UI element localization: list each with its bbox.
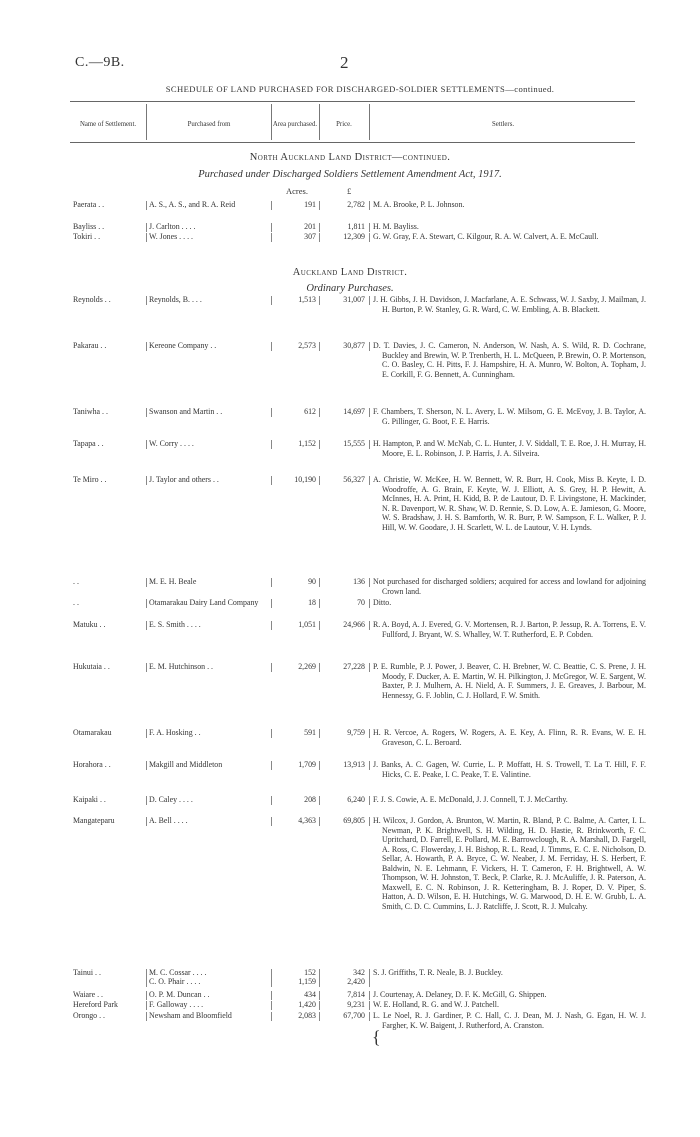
column-rule (146, 1012, 147, 1021)
area-value: 152 (304, 968, 316, 977)
column-rule (146, 969, 147, 978)
column-rule (271, 729, 272, 738)
column-rule (319, 578, 320, 587)
column-rule (369, 969, 370, 978)
column-rule (369, 663, 370, 672)
settlement-name: Te Miro . . (73, 475, 107, 484)
area-value: 434 (304, 990, 316, 999)
purchased-from: M. E. H. Beale (149, 577, 197, 586)
settlers-list: H. Wilcox, J. Gordon, A. Brunton, W. Martin, R. Bland, P. C. Balme, A. Carter, I. L. Newman, P. K. Brightwell, S. H. Wilding, H. D. Hastie, R. Brinkworth, F. C. Upritchard, D. Farrell, E. Pollard, M. E. Barrowclough, R. A. Marshall, D. Fargell, A. Ross, C. Flowerday, J. H. Bishop, R. L. Read, J. Timms, E. C. E. Nicholson, D. Sellar, A. Howarth, P. A. Bryce, C. W. Neaber, J. M. Ferriday, H. S. Herbert, F. Baldwin, N. E. Lehmann, F. Vickers, H. T. Cameron, F. H. Brightwell, A. W. Thompson, W. H. Johnston, T. Beck, P. Clarke, R. J. McAuliffe, J. R. Paterson, A. Maxwell, E. C. N. Robinson, J. R. Ketteringham, B. J. Roper, D. V. Piper, S. Hatton, A. D. Wilson, E. H. Hutchings, W. G. Marwood, D. H. E. W. Grubb, L. A. Smith, C. D. C. Cummins, L. J. Ratcliffe, J. Scott, R. J. Mulcahy. (373, 816, 646, 911)
column-rule (369, 476, 370, 485)
area-value: 18 (308, 598, 316, 607)
settlement-name: . . (73, 577, 79, 586)
price-value: 1,811 (347, 222, 365, 231)
purchased-from: Otamarakau Dairy Land Company (149, 598, 259, 607)
price-unit: £ (347, 186, 352, 196)
purchased-from: E. S. Smith . . . . (149, 620, 201, 629)
column-rule (271, 342, 272, 351)
area-value: 1,709 (298, 760, 316, 769)
area-value: 307 (304, 232, 316, 241)
area-value: 2,083 (298, 1011, 316, 1020)
settlers-list: Not purchased for discharged soldiers; acquired for access and lowland for adjoining Crown land. (373, 577, 646, 596)
purchased-from: F. A. Hosking . . (149, 728, 201, 737)
area-value: 90 (308, 577, 316, 586)
price-value: 13,913 (343, 760, 365, 769)
column-rule (271, 969, 272, 978)
purchased-from: W. Corry . . . . (149, 439, 194, 448)
purchased-from: E. M. Hutchinson . . (149, 662, 213, 671)
column-rule (319, 599, 320, 608)
section-title: Auckland Land District. (292, 267, 408, 278)
area-value: 10,190 (294, 475, 316, 484)
column-rule (146, 817, 147, 826)
purchased-from: Swanson and Martin . . (149, 407, 223, 416)
column-rule (271, 440, 272, 449)
price-value: 7,814 (347, 990, 365, 999)
area-value: 191 (304, 200, 316, 209)
column-rule (369, 296, 370, 305)
column-rule (146, 621, 147, 630)
price-value: 67,700 (343, 1011, 365, 1020)
section-subtitle: Purchased under Discharged Soldiers Settlement Amendment Act, 1917. (198, 169, 502, 180)
settlement-name: Orongo . . (73, 1011, 105, 1020)
purchased-from: D. Caley . . . . (149, 795, 193, 804)
column-rule (319, 978, 320, 987)
area-unit: Acres. (286, 186, 308, 196)
settlement-name: Tokiri . . (73, 232, 101, 241)
price-value: 14,697 (343, 407, 365, 416)
area-value: 1,420 (298, 1000, 316, 1009)
settlement-name: Reynolds . . (73, 295, 111, 304)
col-divider (146, 104, 147, 140)
settlers-list: P. E. Rumble, P. J. Power, J. Beaver, C. H. Brebner, W. C. Beattie, C. S. Prene, J. H. Moody, F. Ducker, A. E. Martin, W. H. Pilkington, J. McGregor, W. E. Sargent, W. Baxter, P. J. Mulhern, A. H. Nield, A. F. Summers, J. E. Greaves, J. Barbour, M. Hennessy, G. F. Joblin, C. J. Hollard, F. W. Smith. (373, 662, 646, 700)
column-rule (271, 201, 272, 210)
column-rule (369, 440, 370, 449)
settlement-name: Waiare . . (73, 990, 104, 999)
column-rule (271, 408, 272, 417)
column-rule (271, 233, 272, 242)
settlers-list: L. Le Noel, R. J. Gardiner, P. C. Hall, C. J. Dean, M. J. Nash, G. Egan, H. W. J. Fargher, K. W. Baigent, J. Rutherford, A. Cranston. (373, 1011, 646, 1030)
purchased-from: A. S., A. S., and R. A. Reid (149, 200, 236, 209)
settlement-name: Tapapa . . (73, 439, 104, 448)
column-rule (369, 796, 370, 805)
column-rule (271, 761, 272, 770)
col-header-price: Price. (336, 121, 352, 128)
col-header-from: Purchased from (187, 121, 231, 128)
area-value: 2,269 (298, 662, 316, 671)
column-rule (319, 296, 320, 305)
settlers-list: F. Chambers, T. Sherson, N. L. Avery, L. W. Milsom, G. E. McEvoy, J. B. Taylor, A. G. Pillinger, G. Boot, F. E. Harris. (373, 407, 646, 426)
col-divider (369, 104, 370, 140)
settlement-name: Mangateparu (73, 816, 115, 825)
settlement-name: Bayliss . . (73, 222, 105, 231)
column-rule (146, 729, 147, 738)
purchased-from: Kereone Company . . (149, 341, 217, 350)
column-rule (369, 342, 370, 351)
area-value: 1,152 (298, 439, 316, 448)
page-reference: C.—9B. (75, 55, 125, 70)
price-value: 12,309 (343, 232, 365, 241)
settlers-list: H. Hampton, P. and W. McNab, C. L. Hunter, J. V. Siddall, T. E. Roe, J. H. Murray, H. Moore, E. L. Robinson, J. P. Harris, J. A. Silveira. (373, 439, 646, 458)
column-rule (319, 201, 320, 210)
settlers-list: M. A. Brooke, P. L. Johnson. (373, 200, 465, 209)
price-value: 30,877 (343, 341, 365, 350)
area-value: 1,159 (298, 977, 316, 986)
column-rule (146, 476, 147, 485)
column-rule (146, 578, 147, 587)
column-rule (319, 1001, 320, 1010)
column-rule (271, 663, 272, 672)
column-rule (271, 599, 272, 608)
column-rule (146, 663, 147, 672)
column-rule (319, 408, 320, 417)
column-rule (271, 476, 272, 485)
column-rule (146, 408, 147, 417)
area-value: 4,363 (298, 816, 316, 825)
purchased-from: F. Galloway . . . . (149, 1000, 204, 1009)
col-header-name: Name of Settlement. (79, 121, 137, 128)
settlement-name: Horahora . . (73, 760, 111, 769)
column-rule (369, 408, 370, 417)
schedule-title: SCHEDULE OF LAND PURCHASED FOR DISCHARGED-SOLDIER SETTLEMENTS—continued. (165, 84, 555, 94)
settlers-list: S. J. Griffiths, T. R. Neale, B. J. Buckley. (373, 968, 503, 977)
settlement-name: . . (73, 598, 79, 607)
settlement-name: Paerata . . (73, 200, 105, 209)
price-value: 70 (357, 598, 365, 607)
settlers-list: F. J. S. Cowie, A. E. McDonald, J. J. Connell, T. J. McCarthy. (373, 795, 568, 804)
column-rule (369, 599, 370, 608)
column-rule (369, 1012, 370, 1021)
price-value: 56,327 (343, 475, 365, 484)
price-value: 31,007 (343, 295, 365, 304)
settlers-list: H. M. Bayliss. (373, 222, 419, 231)
price-value: 9,231 (347, 1000, 365, 1009)
settlers-list: W. E. Holland, R. G. and W. J. Patchell. (373, 1000, 499, 1009)
column-rule (146, 342, 147, 351)
price-value: 6,240 (347, 795, 365, 804)
column-rule (369, 578, 370, 587)
column-rule (369, 729, 370, 738)
column-rule (271, 1012, 272, 1021)
area-value: 2,573 (298, 341, 316, 350)
column-rule (271, 817, 272, 826)
purchased-from: Reynolds, B. . . . (149, 295, 202, 304)
purchased-from: O. P. M. Duncan . . (149, 990, 210, 999)
price-value: 27,228 (343, 662, 365, 671)
column-rule (271, 991, 272, 1000)
settlers-list: H. R. Vercoe, A. Rogers, W. Rogers, A. E. Key, A. Flinn, R. R. Evans, W. E. H. Graveson, C. L. Beroard. (373, 728, 646, 747)
area-value: 1,051 (298, 620, 316, 629)
column-rule (146, 978, 147, 987)
column-rule (369, 1001, 370, 1010)
header-rule-bottom (70, 142, 635, 143)
settlement-name: Hukutaia . . (73, 662, 110, 671)
purchased-from: A. Bell . . . . (149, 816, 188, 825)
column-rule (319, 663, 320, 672)
column-rule (146, 1001, 147, 1010)
purchased-from: Newsham and Bloomfield (149, 1011, 232, 1020)
column-rule (146, 599, 147, 608)
column-rule (146, 440, 147, 449)
column-rule (271, 578, 272, 587)
col-header-settlers: Settlers. (491, 121, 515, 128)
price-value: 2,782 (347, 200, 365, 209)
column-rule (319, 796, 320, 805)
column-rule (319, 817, 320, 826)
settlement-name: Pakarau . . (73, 341, 107, 350)
col-header-area: Area purchased. (272, 121, 318, 128)
area-value: 201 (304, 222, 316, 231)
header-rule-top (70, 101, 635, 102)
price-value: 15,555 (343, 439, 365, 448)
settlers-list: J. Banks, A. C. Gagen, W. Currie, L. P. Moffatt, H. S. Trowell, T. La T. Hill, F. F. Hicks, C. E. Peake, I. C. Peake, T. E. Valintine. (373, 760, 646, 779)
column-rule (319, 761, 320, 770)
column-rule (369, 761, 370, 770)
settlers-list: A. Christie, W. McKee, H. W. Bennett, W. R. Burr, H. Cook, Miss B. Keyte, I. D. Woodroffe, A. G. Brain, F. Keyte, W. J. Elliott, A. S. Grey, H. P. Hewitt, A. McInnes, H. A. Print, H. Kidd, B. P. de Lautour, D. F. Livingstone, H. Mackinder, N. R. Davenport, W. R. Shaw, W. D. Rennie, S. D. Low, A. E. Jamieson, G. Moore, W. S. Bradshaw, J. H. S. Bamforth, W. R. Burr, P. W. Sampson, F. L. Walker, P. J. Hill, W. W. Goodare, J. H. Scarlett, W. L. de Lautour, V. H. Lynds. (373, 475, 646, 532)
column-rule (146, 991, 147, 1000)
purchased-from: J. Taylor and others . . (149, 475, 219, 484)
settlers-list: J. H. Gibbs, J. H. Davidson, J. Macfarlane, A. E. Schwass, W. J. Saxby, J. Mailman, J. H. Burton, P. W. Stanley, G. R. Ward, C. W. Embling, A. B. Blackett. (373, 295, 646, 314)
column-rule (369, 991, 370, 1000)
column-rule (146, 201, 147, 210)
settlers-list: R. A. Boyd, A. J. Evered, G. V. Mortensen, R. J. Barton, P. Jessup, R. A. Torrens, E. V. Fullford, J. Bryant, W. S. Whalley, W. T. Rutherford, E. P. Cobden. (373, 620, 646, 639)
column-rule (369, 223, 370, 232)
purchased-from: C. O. Phair . . . . (149, 977, 201, 986)
column-rule (146, 761, 147, 770)
column-rule (271, 796, 272, 805)
column-rule (369, 233, 370, 242)
page-number: 2 (340, 53, 349, 72)
settlers-list: Ditto. (373, 598, 392, 607)
price-value: 69,805 (343, 816, 365, 825)
purchased-from: M. C. Cossar . . . . (149, 968, 207, 977)
price-value: 136 (353, 577, 365, 586)
column-rule (271, 223, 272, 232)
settlement-name: Otamarakau (73, 728, 112, 737)
price-value: 9,759 (347, 728, 365, 737)
column-rule (319, 729, 320, 738)
column-rule (271, 1001, 272, 1010)
column-rule (146, 233, 147, 242)
settlement-name: Kaipaki . . (73, 795, 106, 804)
column-rule (319, 991, 320, 1000)
column-rule (369, 817, 370, 826)
purchased-from: W. Jones . . . . (149, 232, 193, 241)
column-rule (271, 296, 272, 305)
price-value: 24,966 (343, 620, 365, 629)
purchased-from: J. Carlton . . . . (149, 222, 196, 231)
column-rule (369, 621, 370, 630)
section-title: North Auckland Land District—continued. (249, 152, 451, 163)
purchased-from: Makgill and Middleton (149, 760, 223, 769)
area-value: 1,513 (298, 295, 316, 304)
column-rule (369, 201, 370, 210)
settlement-name: Tainui . . (73, 968, 101, 977)
column-rule (319, 476, 320, 485)
column-rule (319, 621, 320, 630)
price-value: 342 (353, 968, 365, 977)
settlers-list: D. T. Davies, J. C. Cameron, N. Anderson, W. Nash, A. S. Wild, R. D. Cochrane, Buckley and Brewin, W. P. Trenberth, H. L. McQueen, P. Brewin, O. P. Mortenson, C. O. Basley, C. H. Pitts, F. J. Hampshire, H. A. Munro, W. Bolton, A. Topham, J. E. Corkill, F. G. Bennett, A. Cunningham. (373, 341, 646, 379)
settlers-list: G. W. Gray, F. A. Stewart, C. Kilgour, R. A. W. Calvert, A. E. McCaull. (373, 232, 599, 241)
settlement-name: Hereford Park (73, 1000, 118, 1009)
column-rule (319, 223, 320, 232)
area-value: 591 (304, 728, 316, 737)
area-value: 208 (304, 795, 316, 804)
settlement-name: Matuku . . (73, 620, 106, 629)
column-rule (146, 223, 147, 232)
section-subtitle: Ordinary Purchases. (306, 283, 394, 294)
column-rule (369, 978, 370, 987)
column-rule (319, 342, 320, 351)
column-rule (271, 978, 272, 987)
column-rule (319, 440, 320, 449)
column-rule (319, 233, 320, 242)
column-rule (319, 1012, 320, 1021)
brace-mark: { (372, 1027, 381, 1047)
settlers-list: J. Courtenay, A. Delaney, D. F. K. McGill, G. Shippen. (373, 990, 547, 999)
settlement-name: Taniwha . . (73, 407, 108, 416)
area-value: 612 (304, 407, 316, 416)
column-rule (271, 621, 272, 630)
price-value: 2,420 (347, 977, 365, 986)
column-rule (146, 796, 147, 805)
column-rule (146, 296, 147, 305)
